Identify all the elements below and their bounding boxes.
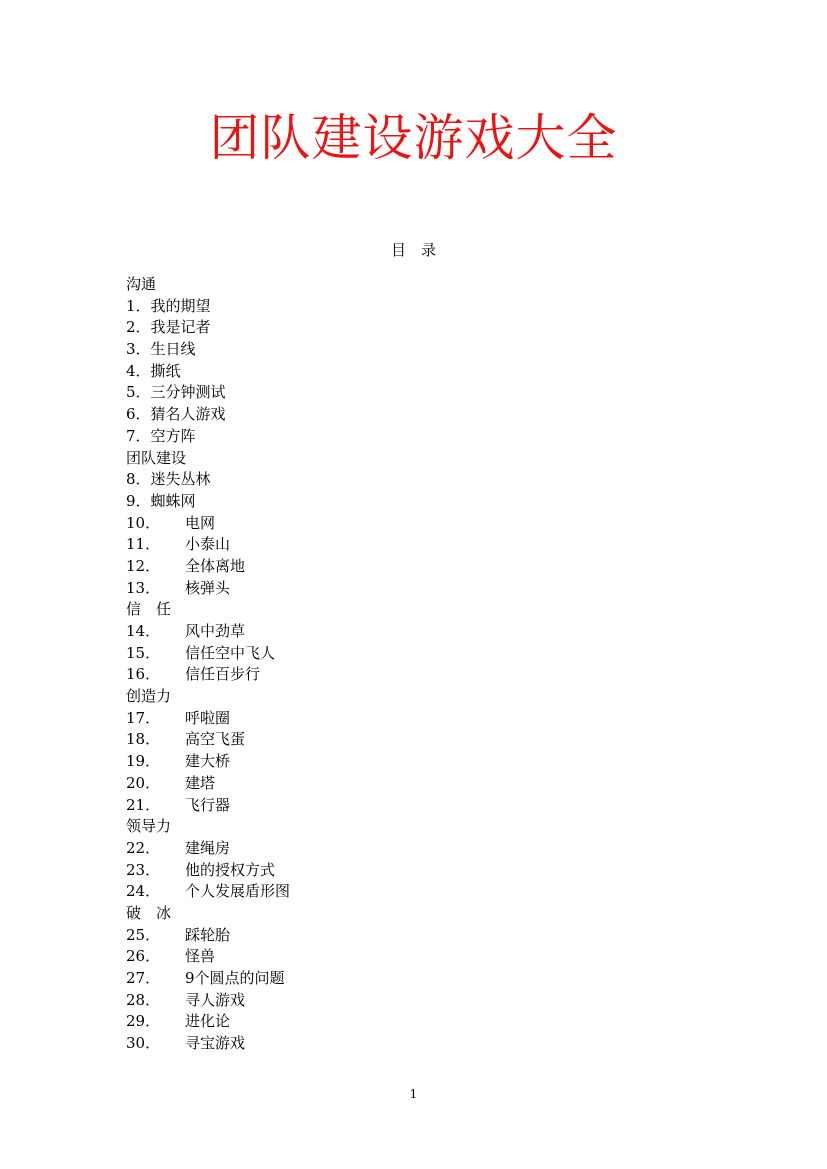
toc-entry-number: 17． bbox=[126, 708, 161, 727]
toc-entry-label: 寻宝游戏 bbox=[185, 1034, 246, 1053]
table-of-contents bbox=[126, 274, 706, 1055]
toc-entry-label: 进化论 bbox=[185, 1012, 231, 1031]
toc-entry-label: 空方阵 bbox=[150, 426, 196, 445]
toc-entry-label: 风中劲草 bbox=[185, 622, 246, 640]
toc-entry-number: 7． bbox=[126, 426, 151, 445]
toc-entry-label: 建塔 bbox=[185, 773, 216, 792]
toc-entry-number: 21． bbox=[126, 795, 161, 814]
toc-entry bbox=[126, 773, 706, 795]
toc-entry bbox=[126, 729, 706, 751]
toc-entry-label: 寻人游戏 bbox=[185, 990, 246, 1009]
toc-entry bbox=[126, 643, 706, 665]
toc-entry-label: 踩轮胎 bbox=[185, 925, 231, 944]
toc-entry-number: 26． bbox=[126, 947, 161, 966]
toc-entry-number: 10． bbox=[126, 513, 161, 532]
toc-section-heading: 破 冰 bbox=[126, 903, 172, 922]
toc-entry-number: 16． bbox=[126, 665, 161, 684]
toc-entry bbox=[126, 426, 706, 448]
toc-entry-number: 24． bbox=[126, 882, 161, 901]
toc-entry-label: 我的期望 bbox=[150, 296, 211, 315]
toc-entry-number: 23． bbox=[126, 860, 161, 879]
toc-entry bbox=[126, 513, 706, 535]
toc-entry-label: 高空飞蛋 bbox=[185, 730, 246, 749]
toc-entry bbox=[126, 491, 706, 513]
toc-entry-number: 19． bbox=[126, 752, 161, 771]
toc-entry-label: 猜名人游戏 bbox=[150, 405, 226, 424]
toc-entry bbox=[126, 578, 706, 600]
toc-entry-number: 6． bbox=[126, 405, 151, 424]
toc-entry-number: 2． bbox=[126, 318, 151, 337]
toc-section-heading: 信 任 bbox=[126, 600, 172, 619]
toc-entry bbox=[126, 621, 706, 643]
toc-entry bbox=[126, 556, 706, 578]
toc-entry-label: 撕纸 bbox=[150, 361, 181, 380]
toc-entry-number: 5． bbox=[126, 383, 151, 402]
document-title: 团队建设游戏大全 bbox=[209, 109, 618, 167]
toc-entry-number: 3． bbox=[126, 340, 151, 359]
toc-entry-label: 全体离地 bbox=[185, 556, 246, 575]
toc-entry-number: 29． bbox=[126, 1012, 161, 1031]
toc-entry-label: 建大桥 bbox=[185, 752, 231, 771]
toc-entry-label: 呼啦圈 bbox=[185, 708, 231, 727]
toc-entry-number: 30． bbox=[126, 1034, 161, 1053]
toc-entry bbox=[126, 339, 706, 361]
toc-entry bbox=[126, 925, 706, 947]
toc-entry-number: 18． bbox=[126, 730, 161, 749]
toc-entry-number: 25． bbox=[126, 925, 161, 944]
toc-entry bbox=[126, 534, 706, 556]
toc-entry-label: 信任空中飞人 bbox=[185, 643, 276, 662]
toc-entry bbox=[126, 795, 706, 817]
toc-entry bbox=[126, 361, 706, 383]
toc-entry bbox=[126, 296, 706, 318]
toc-entry bbox=[126, 664, 706, 686]
toc-entry bbox=[126, 317, 706, 339]
toc-entry-label: 生日线 bbox=[150, 340, 196, 359]
toc-entry-number: 13． bbox=[126, 578, 161, 597]
toc-entry-label: 信任百步行 bbox=[185, 665, 261, 684]
toc-entry-number: 20． bbox=[126, 773, 161, 792]
toc-entry bbox=[126, 990, 706, 1012]
toc-entry bbox=[126, 469, 706, 491]
toc-entry-number: 22． bbox=[126, 838, 161, 857]
toc-entry bbox=[126, 404, 706, 426]
toc-entry bbox=[126, 881, 706, 903]
toc-section-heading: 沟通 bbox=[126, 275, 157, 293]
toc-entry-number: 14． bbox=[126, 622, 161, 640]
toc-entry-label: 迷失丛林 bbox=[150, 470, 211, 489]
toc-entry-label: 个人发展盾形图 bbox=[185, 882, 291, 901]
toc-entry-label: 怪兽 bbox=[185, 947, 216, 966]
toc-entry-label: 小泰山 bbox=[185, 535, 231, 554]
toc-entry-label: 飞行器 bbox=[185, 795, 231, 814]
toc-entry-number: 27． bbox=[126, 969, 161, 987]
toc-entry-label: 蜘蛛网 bbox=[150, 491, 196, 510]
toc-entry-number: 15． bbox=[126, 643, 161, 662]
toc-entry bbox=[126, 708, 706, 730]
toc-entry bbox=[126, 1011, 706, 1033]
page-number: 1 bbox=[409, 1087, 418, 1101]
toc-entry-label: 我是记者 bbox=[150, 318, 211, 337]
toc-entry-number: 8． bbox=[126, 470, 151, 489]
toc-entry-label: 核弹头 bbox=[185, 578, 231, 597]
toc-entry-number: 28． bbox=[126, 990, 161, 1009]
toc-section-heading: 领导力 bbox=[126, 817, 172, 836]
toc-entry-number: 12． bbox=[126, 556, 161, 575]
toc-entry bbox=[126, 860, 706, 882]
toc-entry bbox=[126, 382, 706, 404]
toc-entry-label: 建绳房 bbox=[185, 838, 231, 857]
toc-entry bbox=[126, 968, 706, 990]
toc-entry-number: 4． bbox=[126, 361, 151, 380]
toc-entry-number: 1． bbox=[126, 296, 151, 315]
toc-entry bbox=[126, 1033, 706, 1055]
toc-entry-label: 三分钟测试 bbox=[150, 383, 226, 402]
toc-entry-label: 电网 bbox=[185, 513, 216, 532]
toc-entry bbox=[126, 838, 706, 860]
toc-section-heading: 团队建设 bbox=[126, 448, 187, 467]
toc-entry-label: 9个圆点的问题 bbox=[185, 969, 285, 987]
toc-entry-label: 他的授权方式 bbox=[185, 860, 276, 879]
toc-entry bbox=[126, 751, 706, 773]
toc-section-heading: 创造力 bbox=[126, 687, 172, 706]
toc-entry bbox=[126, 946, 706, 968]
toc-entry-number: 9． bbox=[126, 491, 151, 510]
toc-entry-number: 11． bbox=[126, 535, 161, 554]
toc-heading: 目 录 bbox=[390, 241, 436, 259]
